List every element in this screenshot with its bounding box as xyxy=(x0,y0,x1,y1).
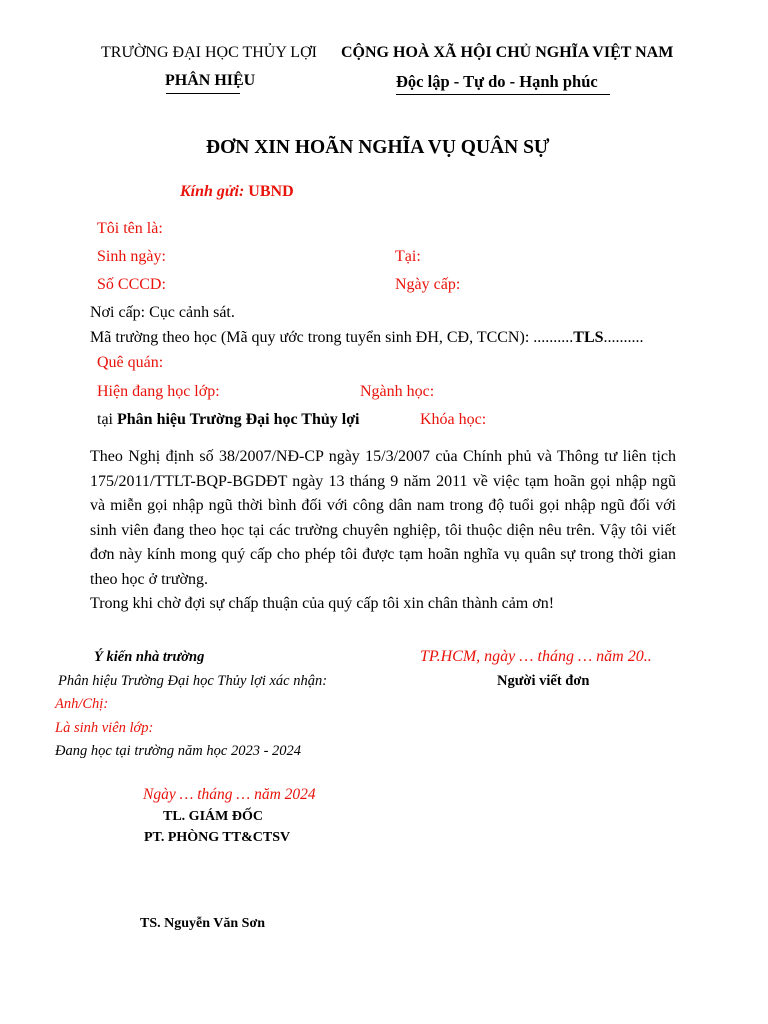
body-text xyxy=(90,445,676,617)
field-at-school xyxy=(97,411,360,429)
national-motto: Độc lập - Tự do - Hạnh phúc xyxy=(396,72,598,91)
body-closing: Trong khi chờ đợi sự chấp thuận của quý cấp tôi xin chân thành cảm ơn! xyxy=(90,595,555,612)
field-name: Tôi tên là: xyxy=(97,220,163,237)
school-signer-name: TS. Nguyễn Văn Sơn xyxy=(140,916,265,931)
student-class-line: Là sinh viên lớp: xyxy=(55,720,154,736)
sign-role-2: PT. PHÒNG TT&CTSV xyxy=(144,830,291,845)
recipient-label: Kính gửi: xyxy=(180,183,245,200)
field-school-code xyxy=(90,329,644,347)
school-code-prefix: Mã trường theo học (Mã quy ước trong tuyển sinh ĐH, CĐ, TCCN): .......... xyxy=(90,329,574,346)
school-code-value: TLS xyxy=(573,329,604,346)
school-confirm-line: Phân hiệu Trường Đại học Thủy lợi xác nhận: xyxy=(58,673,328,689)
applicant-signer-label: Người viết đơn xyxy=(497,673,590,689)
recipient-value: UBND xyxy=(248,183,294,200)
body-paragraph: Theo Nghị định số 38/2007/NĐ-CP ngày 15/3/2007 của Chính phủ và Thông tư liên tịch 175/2011/TTLT-BQP-BGDĐT ngày 13 tháng 9 năm 2011 về việc tạm hoãn gọi nhập ngũ và miễn gọi nhập ngũ thời bình đối với công dân nam trong độ tuổi gọi nhập ngũ đối với sinh viên đang theo học tại các trường chuyên nghiệp, tôi thuộc diện nêu trên. Vậy tôi viết đơn này kính mong quý cấp cho phép tôi được tạm hoãn nghĩa vụ quân sự trong thời gian theo học ở trường. xyxy=(90,448,676,588)
field-issue-place: Nơi cấp: Cục cảnh sát. xyxy=(90,304,235,321)
school-sign-date: Ngày … tháng … năm 2024 xyxy=(143,786,316,803)
school-code-suffix: .......... xyxy=(603,329,644,346)
field-hometown: Quê quán: xyxy=(97,354,164,371)
at-school-name: Phân hiệu Trường Đại học Thủy lợi xyxy=(117,411,360,428)
document-title: ĐƠN XIN HOÃN NGHĨA VỤ QUÂN SỰ xyxy=(206,137,550,158)
university-name: TRƯỜNG ĐẠI HỌC THỦY LỢI xyxy=(101,44,317,61)
school-opinion-heading: Ý kiến nhà trường xyxy=(94,649,205,665)
field-dob: Sinh ngày: xyxy=(97,248,166,265)
student-name-line: Anh/Chị: xyxy=(55,696,109,712)
branch-underline xyxy=(166,93,240,94)
field-cccd: Số CCCD: xyxy=(97,276,166,293)
studying-year-line: Đang học tại trường năm học 2023 - 2024 xyxy=(55,743,302,759)
field-class: Hiện đang học lớp: xyxy=(97,383,220,400)
recipient-line xyxy=(180,183,294,201)
field-course: Khóa học: xyxy=(420,411,487,428)
branch-label: PHÂN HIỆU xyxy=(165,72,256,89)
field-major: Ngành học: xyxy=(360,383,435,400)
motto-underline xyxy=(396,94,610,95)
national-title: CỘNG HOÀ XÃ HỘI CHỦ NGHĨA VIỆT NAM xyxy=(341,44,674,61)
field-place: Tại: xyxy=(395,248,421,265)
at-prefix: tại xyxy=(97,411,117,428)
applicant-date: TP.HCM, ngày … tháng … năm 20.. xyxy=(420,648,652,665)
sign-role-1: TL. GIÁM ĐỐC xyxy=(163,809,263,824)
field-issue-date: Ngày cấp: xyxy=(395,276,461,293)
